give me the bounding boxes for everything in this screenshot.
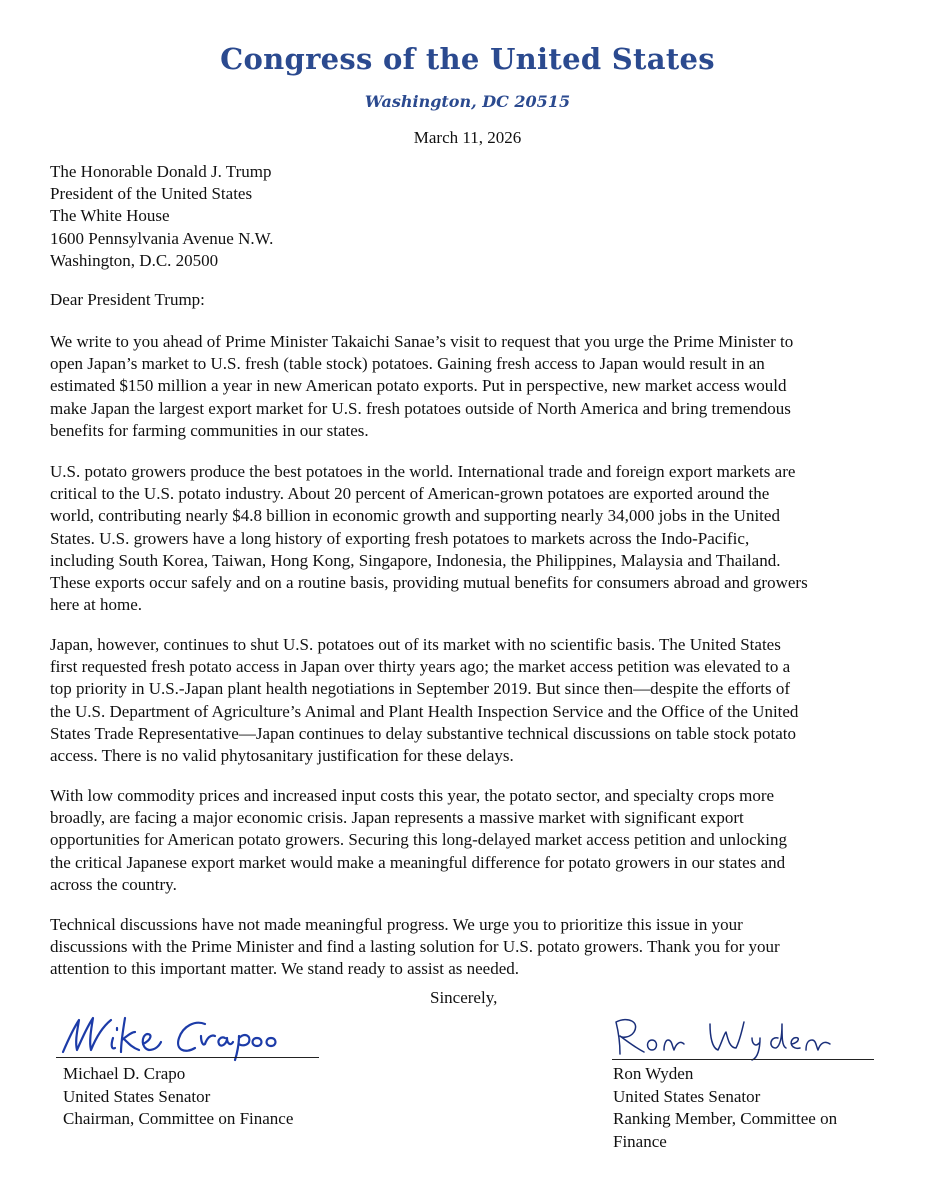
signature-wyden <box>606 1012 846 1062</box>
recipient-line: 1600 Pennsylvania Avenue N.W. <box>50 228 274 248</box>
closing: Sincerely, <box>430 988 498 1007</box>
paragraph-line: discussions with the Prime Minister and find a lasting solution for U.S. potato growers. Thank you for your <box>50 937 780 957</box>
paragraph-line: States Trade Representative—Japan continues to delay substantive technical discussions on table stock potato <box>50 723 796 743</box>
signatory-title: United States Senator <box>613 1086 761 1106</box>
paragraph-line: estimated $150 million a year in new American potato exports. Put in perspective, new market access would <box>50 376 787 396</box>
body-paragraph-2 <box>50 461 890 616</box>
signatory-title: United States Senator <box>63 1086 211 1106</box>
recipient-line: The White House <box>50 206 170 226</box>
recipient-line: The Honorable Donald J. Trump <box>50 162 272 181</box>
paragraph-line: access. There is no valid phytosanitary justification for these delays. <box>50 746 514 766</box>
salutation: Dear President Trump: <box>50 290 205 309</box>
paragraph-line: across the country. <box>50 874 177 894</box>
body-paragraph-3 <box>50 634 890 767</box>
paragraph-line: world, contributing nearly $4.8 billion in economic growth and supporting nearly 34,000 jobs in the United <box>50 506 780 526</box>
paragraph-line: opportunities for American potato growers. Securing this long-delayed market access petition and unlocking <box>50 830 787 850</box>
signatory-wyden <box>613 1063 837 1153</box>
paragraph-line: U.S. potato growers produce the best potatoes in the world. International trade and foreign export markets are <box>50 462 796 481</box>
paragraph-line: States. U.S. growers have a long history of exporting fresh potatoes to markets across the Indo-Pacific, <box>50 528 750 548</box>
signature-crapo <box>55 1010 295 1062</box>
paragraph-line: critical to the U.S. potato industry. About 20 percent of American-grown potatoes are exported around the <box>50 484 770 504</box>
paragraph-line: the U.S. Department of Agriculture’s Animal and Plant Health Inspection Service and the Office of the United <box>50 701 799 721</box>
signatory-name: Michael D. Crapo <box>63 1064 186 1083</box>
recipient-line: Washington, D.C. 20500 <box>50 250 219 270</box>
paragraph-line: broadly, are facing a major economic crisis. Japan represents a massive market with significant export <box>50 808 744 828</box>
signatory-crapo <box>63 1063 293 1131</box>
paragraph-line: With low commodity prices and increased input costs this year, the potato sector, and specialty crops more <box>50 786 775 805</box>
paragraph-line: These exports occur safely and on a routine basis, providing mutual benefits for consumers abroad and growers <box>50 573 808 593</box>
signatory-role: Finance <box>613 1131 667 1151</box>
signature-line-wyden <box>612 1059 874 1060</box>
signature-line-crapo <box>56 1057 319 1058</box>
paragraph-line: open Japan’s market to U.S. fresh (table stock) potatoes. Gaining fresh access to Japan would result in an <box>50 354 765 374</box>
paragraph-line: attention to this important matter. We stand ready to assist as needed. <box>50 959 520 979</box>
paragraph-line: benefits for farming communities in our states. <box>50 420 369 440</box>
body-paragraph-4 <box>50 785 890 896</box>
body-paragraph-5 <box>50 914 890 981</box>
paragraph-line: including South Korea, Taiwan, Hong Kong, Singapore, Indonesia, the Philippines, Malaysia and Thailand. <box>50 550 781 570</box>
letterhead-address: Washington, DC 20515 <box>364 92 571 111</box>
signatory-role: Chairman, Committee on Finance <box>63 1109 294 1128</box>
paragraph-line: Technical discussions have not made meaningful progress. We urge you to prioritize this issue in your <box>50 915 743 934</box>
letterhead-title: Congress of the United States <box>220 42 715 76</box>
body-paragraph-1 <box>50 331 890 442</box>
paragraph-line: first requested fresh potato access in Japan over thirty years ago; the market access petition was elevated to a <box>50 657 791 677</box>
paragraph-line: Japan, however, continues to shut U.S. potatoes out of its market with no scientific basis. The United States <box>50 635 781 654</box>
signatory-role: Ranking Member, Committee on <box>613 1109 838 1128</box>
paragraph-line: We write to you ahead of Prime Minister Takaichi Sanae’s visit to request that you urge the Prime Minister to <box>50 332 794 351</box>
paragraph-line: the critical Japanese export market would make a meaningful difference for potato growers in our states and <box>50 852 786 872</box>
paragraph-line: top priority in U.S.-Japan plant health negotiations in September 2019. But since then—despite the efforts of <box>50 679 790 699</box>
recipient-line: President of the United States <box>50 184 253 204</box>
signatory-name: Ron Wyden <box>613 1064 694 1083</box>
recipient-address <box>50 161 273 272</box>
paragraph-line: make Japan the largest export market for U.S. fresh potatoes outside of North America and bring tremendous <box>50 398 791 418</box>
paragraph-line: here at home. <box>50 595 143 615</box>
letter-date: March 11, 2026 <box>413 128 522 147</box>
